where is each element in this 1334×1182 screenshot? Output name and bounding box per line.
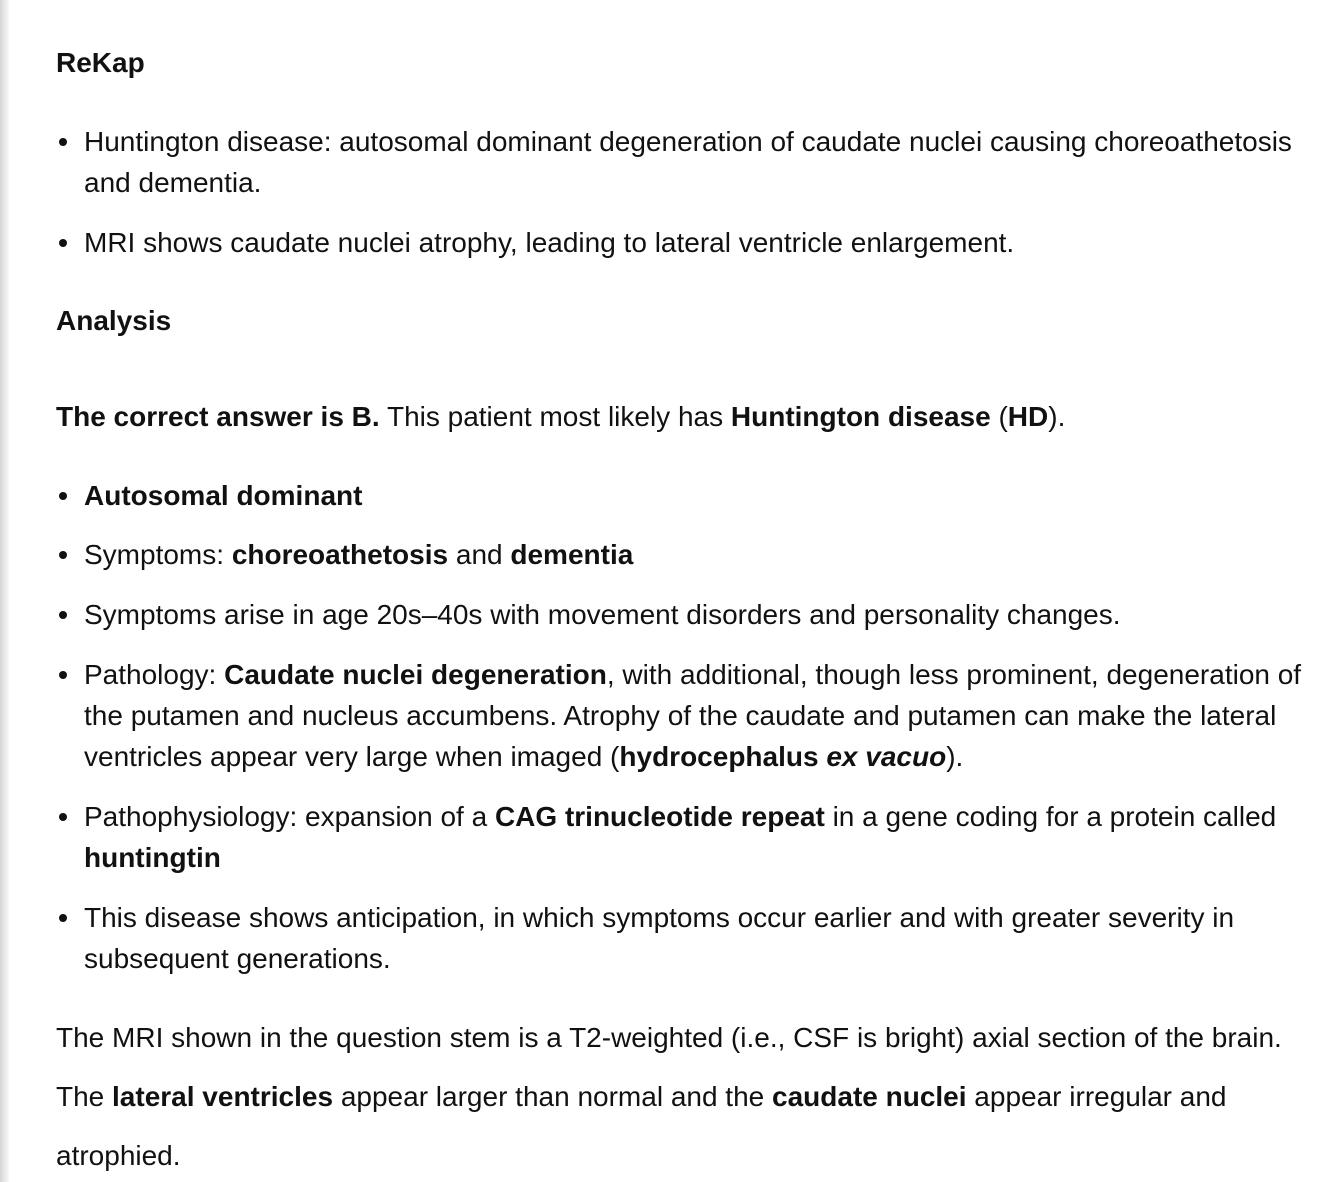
mri-description: The MRI shown in the question stem is a T2-weighted (i.e., CSF is bright) axial section of the brain. The lateral ventricles appear larger than normal and the caudate nuclei appear irregular and atrophied. [56,1022,1282,1171]
analysis-bullet-list [56,475,1306,979]
analysis-bullet: Autosomal dominant [56,475,1306,516]
analysis-bullet: Symptoms: choreoathetosis and dementia [56,534,1306,575]
analysis-heading: Analysis [56,305,172,336]
correct-answer-statement: The correct answer is B. This patient most likely has Huntington disease (HD). [56,401,1066,432]
rekap-heading: ReKap [56,47,145,78]
analysis-bullet: Pathology: Caudate nuclei degeneration, with additional, though less prominent, degeneration of the putamen and nucleus accumbens. Atrophy of the caudate and putamen can make the lateral ventricles appear very large when imaged (hydrocephalus ex vacuo). [56,654,1306,777]
analysis-bullet: This disease shows anticipation, in which symptoms occur earlier and with greater severity in subsequent generations. [56,897,1306,979]
analysis-bullet: Symptoms arise in age 20s–40s with movement disorders and personality changes. [56,594,1306,635]
rekap-item: Huntington disease: autosomal dominant degeneration of caudate nuclei causing choreoathetosis and dementia. [56,121,1306,203]
rekap-list [56,121,1306,263]
analysis-bullet: Pathophysiology: expansion of a CAG trinucleotide repeat in a gene coding for a protein called huntingtin [56,796,1306,878]
rekap-item: MRI shows caudate nuclei atrophy, leading to lateral ventricle enlargement. [56,222,1306,263]
window-left-edge [0,0,9,1182]
